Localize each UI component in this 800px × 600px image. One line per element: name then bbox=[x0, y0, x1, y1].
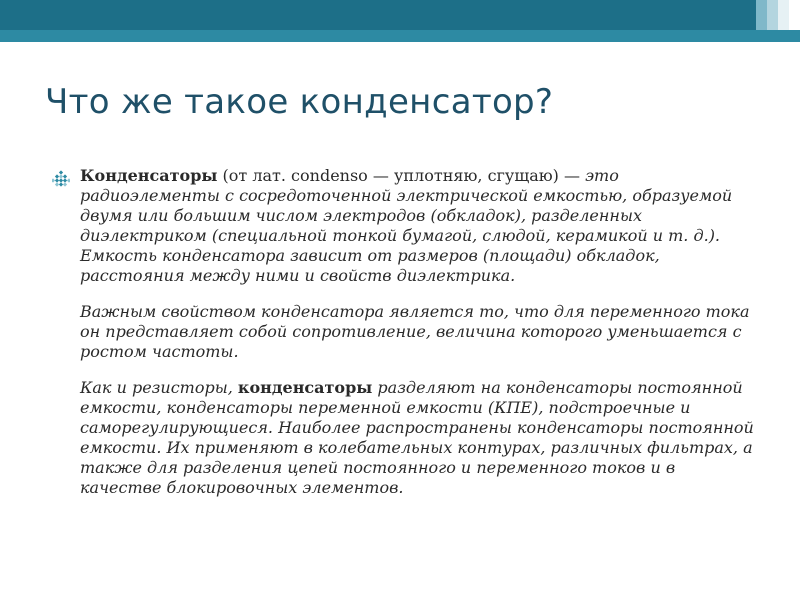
corner-block bbox=[789, 0, 800, 30]
corner-block bbox=[756, 0, 767, 30]
slide-title: Что же такое конденсатор? bbox=[45, 82, 554, 122]
header-strip bbox=[0, 0, 800, 30]
etymology-text: (от лат. condenso — уплотняю, сгущаю) — bbox=[217, 166, 586, 185]
definition-text: это радиоэлементы с сосредоточенной электрической емкостью, образуемой двумя или большим числом электродов (обкладок), разделенных диэлектриком (специальной тонкой бумагой, слюдой, керамикой и т. д.). Емкость конденсатора зависит от размеров (площади) обкладок, расстояния между ними и свойств диэлектрика. bbox=[80, 166, 733, 285]
header-corner-blocks bbox=[756, 0, 800, 30]
term-capacitors: Конденсаторы bbox=[80, 166, 218, 185]
corner-block bbox=[767, 0, 778, 30]
types-text-before: Как и резисторы, bbox=[80, 378, 238, 397]
corner-block bbox=[778, 0, 789, 30]
paragraph-definition bbox=[80, 166, 760, 286]
paragraph-types bbox=[80, 378, 760, 498]
paragraph-property: Важным свойством конденсатора является то, что для переменного тока он представляет собой сопротивление, величина которого уменьшается с ростом частоты. bbox=[80, 302, 750, 361]
term-capacitors-inline: конденсаторы bbox=[237, 378, 373, 397]
slide-body bbox=[52, 166, 760, 498]
diamond-bullet-icon bbox=[52, 170, 70, 188]
types-text-after: разделяют на конденсаторы постоянной емкости, конденсаторы переменной емкости (КПЕ), подстроечные и саморегулирующиеся. Наиболее распространены конденсаторы постоянной емкости. Их применяют в колебательных контурах, различных фильтрах, а также для разделения цепей постоянного и переменного токов и в качестве блокировочных элементов. bbox=[80, 378, 754, 497]
